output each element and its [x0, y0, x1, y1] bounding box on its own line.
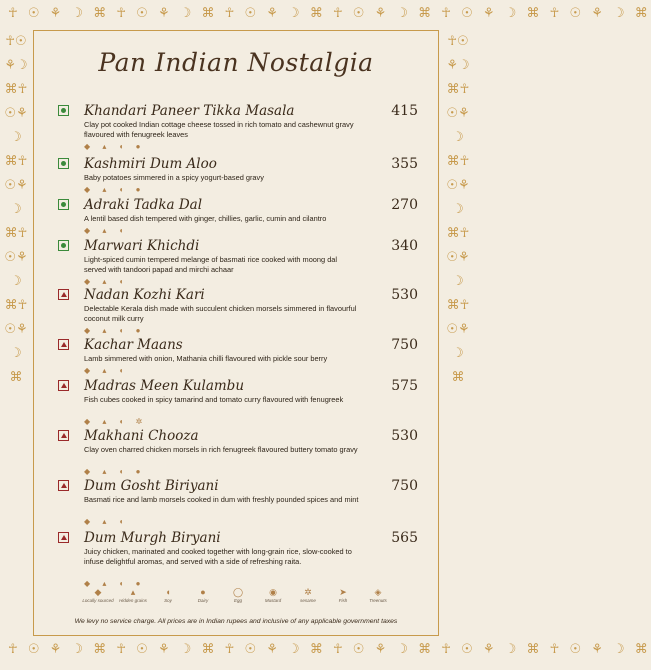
legend-label: Locally sourced	[82, 598, 114, 603]
allergen-icons: ◆ ▴ ◖ ●	[84, 579, 146, 588]
non-veg-icon	[58, 339, 69, 350]
legend-icon: ●	[200, 587, 206, 597]
allergen-icons: ◆ ▴ ◖	[84, 366, 129, 375]
legend-label: Hidden grains	[119, 598, 147, 603]
veg-icon	[58, 158, 69, 169]
hieroglyph-border-top: ☥ ☉ ⚘ ☽ ⌘ ☥ ☉ ⚘ ☽ ⌘ ☥ ☉ ⚘ ☽ ⌘ ☥ ☉ ⚘ ☽ ⌘ ☥ ☉ ⚘ ☽ ⌘ ☥ ☉ ⚘ ☽ ⌘	[8, 6, 651, 21]
allergen-icons: ◆ ▴ ◖ ●	[84, 142, 146, 151]
legend-item	[115, 586, 151, 603]
hieroglyph-border-left: ☥☉⚘☽⌘☥☉⚘☽⌘☥☉⚘☽⌘☥☉⚘☽⌘☥☉⚘☽⌘	[4, 34, 28, 385]
dish-description: Juicy chicken, marinated and cooked together with long-grain rice, slow-cooked to infuse delightful aromas, and served with a side of refreshing raita.	[84, 547, 352, 566]
dish-price: 530	[391, 428, 418, 444]
dish-description: Light-spiced cumin tempered melange of basmati rice cooked with moong dal served with tandoori papad and mirchi achaar	[84, 255, 338, 274]
dish-name: Adraki Tadka Dal	[84, 197, 203, 213]
dish-name: Dum Murgh Biryani	[84, 530, 221, 546]
allergen-icons: ◆ ▴ ◖ ●	[84, 185, 146, 194]
legend-item	[360, 586, 396, 603]
dish-description: Clay pot cooked Indian cottage cheese tossed in rich tomato and cashewnut gravy flavoured with fenugreek leaves	[84, 120, 354, 139]
hieroglyph-border-bottom: ☥ ☉ ⚘ ☽ ⌘ ☥ ☉ ⚘ ☽ ⌘ ☥ ☉ ⚘ ☽ ⌘ ☥ ☉ ⚘ ☽ ⌘ ☥ ☉ ⚘ ☽ ⌘ ☥ ☉ ⚘ ☽ ⌘	[8, 642, 651, 657]
dish-price: 750	[391, 478, 418, 494]
dish-name: Kashmiri Dum Aloo	[84, 156, 217, 172]
dish-price: 530	[391, 287, 418, 303]
legend-item	[185, 586, 221, 603]
dish-price: 340	[391, 238, 418, 254]
hieroglyph-border-right: ☥☉⚘☽⌘☥☉⚘☽⌘☥☉⚘☽⌘☥☉⚘☽⌘☥☉⚘☽⌘	[446, 34, 470, 385]
non-veg-icon	[58, 532, 69, 543]
legend-icon: ▴	[130, 587, 136, 597]
dish-name: Khandari Paneer Tikka Masala	[84, 103, 295, 119]
dish-name: Nadan Kozhi Kari	[84, 287, 205, 303]
legend-label: sesame	[300, 598, 316, 603]
allergen-icons: ◆ ▴ ◖	[84, 226, 129, 235]
allergen-icons: ◆ ▴ ◖	[84, 517, 129, 526]
dish-description: Delectable Kerala dish made with succulent chicken morsels simmered in flavourful coconut milk curry	[84, 304, 357, 323]
dish-price: 355	[391, 156, 418, 172]
legend-icon: ◆	[94, 587, 102, 597]
dish-name: Madras Meen Kulambu	[84, 378, 245, 394]
dish-price: 565	[391, 530, 418, 546]
veg-icon	[58, 199, 69, 210]
dish-description: Basmati rice and lamb morsels cooked in dum with freshly pounded spices and mint	[84, 495, 359, 504]
legend-item	[80, 586, 116, 603]
dish-price: 575	[391, 378, 418, 394]
legend-item	[290, 586, 326, 603]
legend-icon: ◖	[165, 587, 171, 597]
dish-name: Makhani Chooza	[84, 428, 199, 444]
legend-item	[150, 586, 186, 603]
allergen-legend	[80, 586, 400, 610]
legend-label: Egg	[233, 598, 242, 603]
non-veg-icon	[58, 480, 69, 491]
allergen-icons: ◆ ▴ ◖ ●	[84, 326, 146, 335]
legend-icon: ➤	[339, 587, 347, 597]
legend-label: Mustard	[264, 598, 282, 603]
legend-icon: ◯	[232, 587, 244, 597]
veg-icon	[58, 240, 69, 251]
dish-price: 415	[391, 103, 418, 119]
dish-description: Fish cubes cooked in spicy tamarind and tomato curry flavoured with fenugreek	[84, 395, 344, 404]
legend-label: Treenuts	[369, 598, 387, 603]
veg-icon	[58, 105, 69, 116]
legend-label: Dairy	[197, 598, 209, 603]
legend-item	[220, 586, 256, 603]
dish-description: Lamb simmered with onion, Mathania chilli flavoured with pickle sour berry	[84, 354, 328, 363]
dish-price: 750	[391, 337, 418, 353]
legend-label: Fish	[338, 598, 348, 603]
dish-description: Clay oven charred chicken morsels in rich fenugreek flavoured buttery tomato gravy	[84, 445, 358, 454]
dish-name: Kachar Maans	[84, 337, 183, 353]
legend-icon: ✲	[304, 587, 312, 597]
allergen-icons: ◆ ▴ ◖ ●	[84, 467, 146, 476]
non-veg-icon	[58, 289, 69, 300]
non-veg-icon	[58, 430, 69, 441]
legend-icon: ◈	[374, 587, 382, 597]
legend-item	[325, 586, 361, 603]
allergen-icons: ◆ ▴ ◖	[84, 277, 129, 286]
dish-price: 270	[391, 197, 418, 213]
allergen-icons: ◆ ▴ ◖ ✲	[84, 417, 148, 426]
dish-description: Baby potatoes simmered in a spicy yogurt-based gravy	[84, 173, 264, 182]
menu-title: Pan Indian Nostalgia	[98, 48, 374, 77]
dish-name: Dum Gosht Biriyani	[84, 478, 219, 494]
dish-description: A lentil based dish tempered with ginger, chillies, garlic, cumin and cilantro	[84, 214, 327, 223]
legend-icon: ◉	[269, 587, 277, 597]
footnote: We levy no service charge. All prices are in Indian rupees and inclusive of any applicable government taxes	[74, 618, 398, 625]
dish-name: Marwari Khichdi	[84, 238, 200, 254]
non-veg-icon	[58, 380, 69, 391]
legend-label: Soy	[164, 598, 172, 603]
legend-item	[255, 586, 291, 603]
